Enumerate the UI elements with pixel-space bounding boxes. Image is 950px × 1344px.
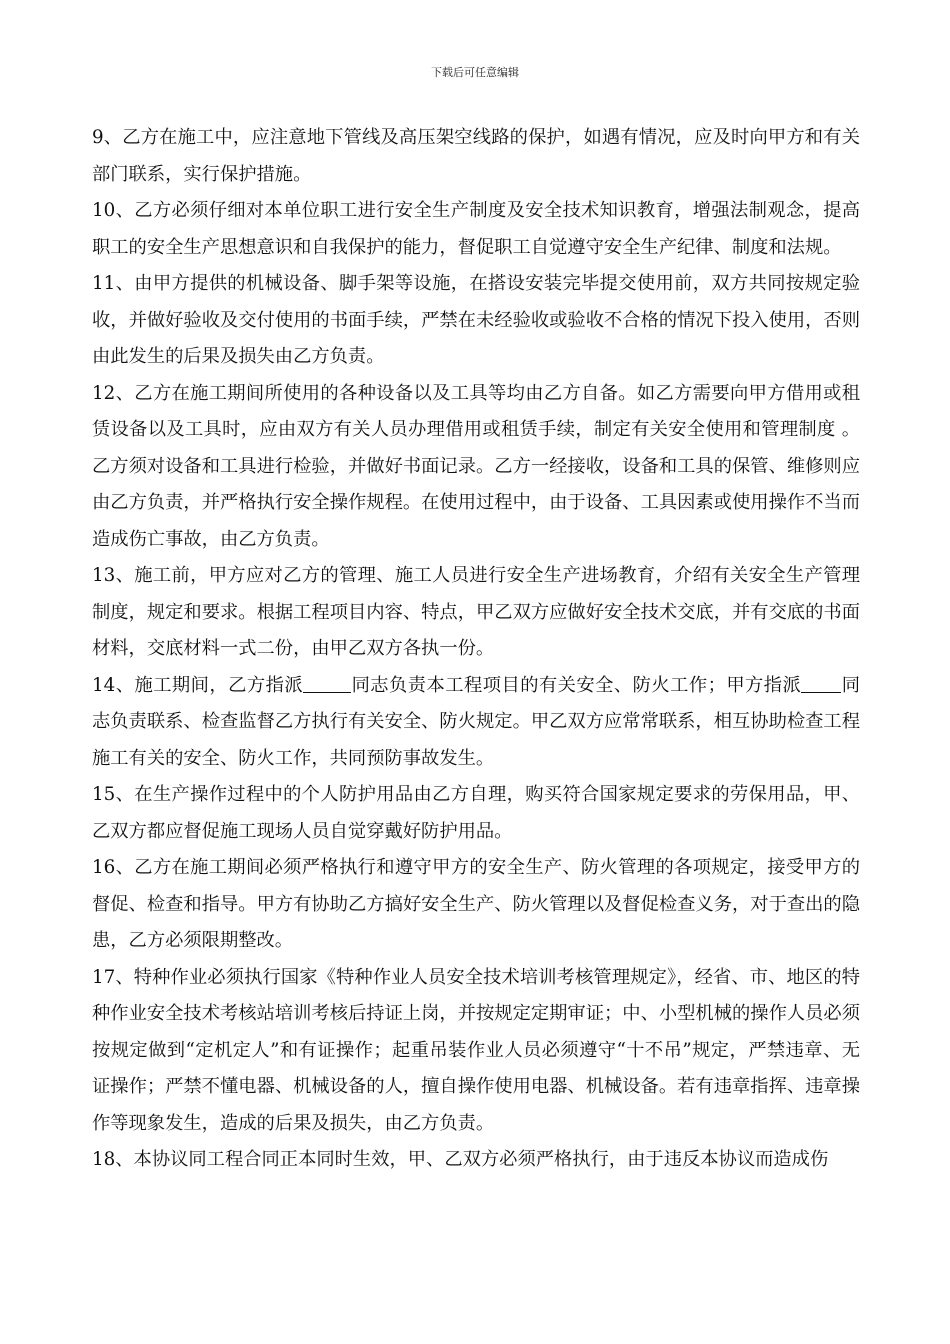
clause-9: 9、乙方在施工中，应注意地下管线及高压架空线路的保护，如遇有情况，应及时向甲方和有关部门联系，实行保护措施。: [92, 127, 860, 185]
clause-18: 18、本协议同工程合同正本同时生效，甲、乙双方必须严格执行，由于违反本协议而造成伤: [92, 1149, 829, 1170]
clause-14: [92, 668, 860, 778]
clause-16: 16、乙方在施工期间必须严格执行和遵守甲方的安全生产、防火管理的各项规定，接受甲方的督促、检查和指导。甲方有协助乙方搞好安全生产、防火管理以及督促检查义务，对于查出的隐患，乙方必须限期整改。: [92, 857, 860, 951]
clause-14-part-1: 14、施工期间，乙方指派: [92, 674, 304, 696]
clause-12: 12、乙方在施工期间所使用的各种设备以及工具等均由乙方自备。如乙方需要向甲方借用或租赁设备以及工具时，应由双方有关人员办理借用或租赁手续，制定有关安全使用和管理制度 。乙方须对设备和工具进行检验，并做好书面记录。乙方一经接收，设备和工具的保管、维修则应由乙方负责，并严格执行安全操作规程。在使用过程中，由于设备、工具因素或使用操作不当而造成伤亡事故，由乙方负责。: [92, 382, 860, 550]
clause-15: 15、在生产操作过程中的个人防护用品由乙方自理，购买符合国家规定要求的劳保用品，甲、乙双方都应督促施工现场人员自觉穿戴好防护用品。: [92, 784, 860, 842]
document-body: [92, 120, 860, 1179]
clause-10: 10、乙方必须仔细对本单位职工进行安全生产制度及安全技术知识教育，增强法制观念，提高职工的安全生产思想意识和自我保护的能力，督促职工自觉遵守安全生产纪律、制度和法规。: [92, 200, 860, 258]
clause-11: 11、由甲方提供的机械设备、脚手架等设施，在搭设安装完毕提交使用前，双方共同按规定验收，并做好验收及交付使用的书面手续，严禁在未经验收或验收不合格的情况下投入使用，否则由此发生的后果及损失由乙方负责。: [92, 273, 860, 367]
fill-in-blank-party-a-contact[interactable]: [801, 674, 841, 693]
clause-17: 17、特种作业必须执行国家《特种作业人员安全技术培训考核管理规定》，经省、市、地区的特种作业安全技术考核站培训考核后持证上岗，并按规定定期审证；中、小型机械的操作人员必须按规定做到“定机定人”和有证操作；起重吊装作业人员必须遵守“十不吊”规定，严禁违章、无证操作；严禁不懂电器、机械设备的人，擅自操作使用电器、机械设备。若有违章指挥、违章操作等现象发生，造成的后果及损失，由乙方负责。: [92, 966, 860, 1134]
fill-in-blank-party-b-contact[interactable]: [303, 674, 351, 693]
clause-13: 13、施工前，甲方应对乙方的管理、施工人员进行安全生产进场教育，介绍有关安全生产管理制度，规定和要求。根据工程项目内容、特点，甲乙双方应做好安全技术交底，并有交底的书面材料，交底材料一式二份，由甲乙双方各执一份。: [92, 565, 860, 659]
clause-14-part-3: 同志负责联系、检查监督乙方执行有关安全、防火规定。甲乙双方应常常联系，相互协助检查工程施工有关的安全、防火工作，共同预防事故发生。: [92, 674, 861, 769]
page-header: 下载后可任意编辑: [431, 66, 519, 79]
clause-14-part-2: 同志负责本工程项目的有关安全、防火工作；甲方指派: [351, 674, 802, 696]
